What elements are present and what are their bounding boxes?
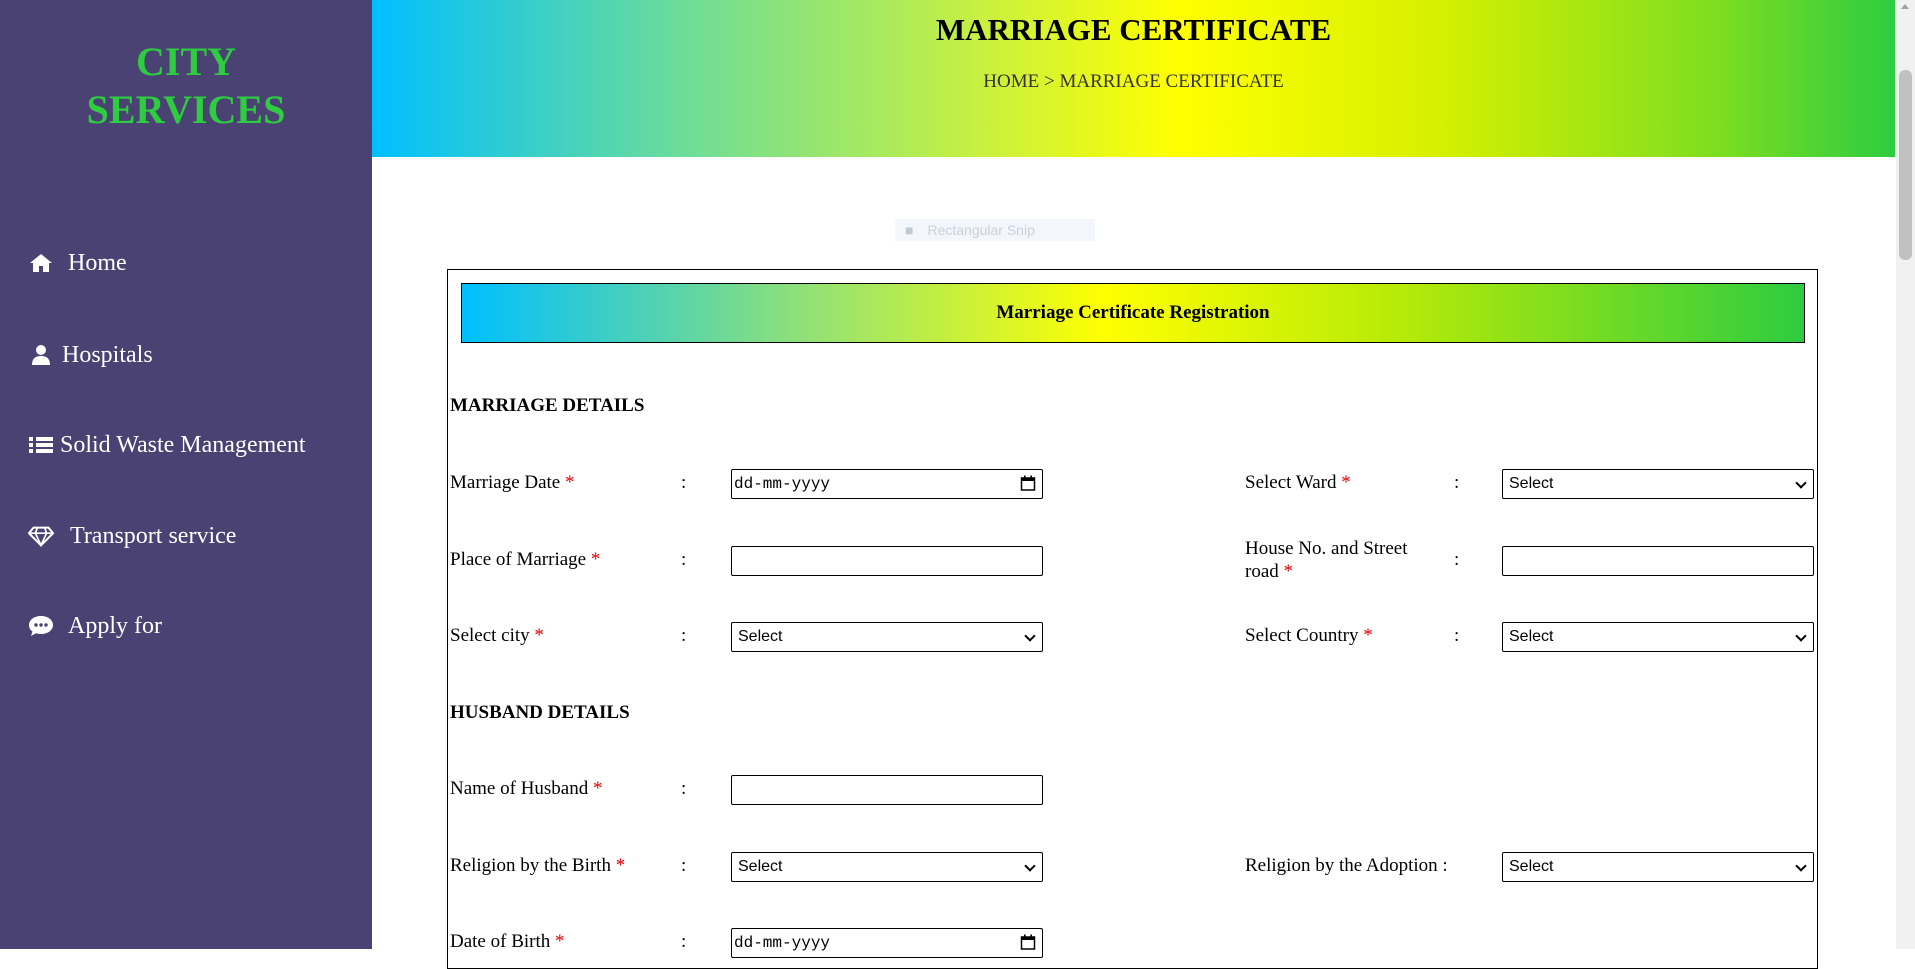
select-country-dropdown[interactable]: Select	[1502, 622, 1814, 652]
colon: :	[681, 472, 687, 493]
house-street-text-2: road	[1245, 561, 1279, 582]
select-ward-text: Select Ward	[1245, 472, 1337, 493]
brand-line-2: SERVICES	[86, 87, 286, 132]
breadcrumb-separator: >	[1044, 71, 1055, 92]
house-street-input[interactable]	[1502, 546, 1814, 576]
colon: :	[681, 549, 687, 570]
sidebar-item-transport[interactable]	[28, 516, 236, 556]
list-icon	[28, 432, 54, 458]
colon: :	[1454, 549, 1460, 570]
section-husband-details: HUSBAND DETAILS	[450, 702, 630, 723]
sidebar-item-label: Transport service	[70, 522, 237, 549]
select-country-text: Select Country	[1245, 625, 1359, 646]
select-country-label	[1245, 625, 1373, 647]
sidebar-item-label: Home	[68, 249, 127, 276]
select-ward-dropdown[interactable]: Select	[1502, 469, 1814, 499]
breadcrumb-current: MARRIAGE CERTIFICATE	[1059, 71, 1284, 92]
sidebar	[0, 0, 372, 949]
marriage-date-text: Marriage Date	[450, 472, 561, 493]
select-city-text: Select city	[450, 625, 530, 646]
house-street-label	[1245, 537, 1408, 583]
house-street-text-line2	[1245, 560, 1408, 583]
religion-birth-text: Religion by the Birth	[450, 855, 611, 876]
colon: :	[681, 855, 687, 876]
place-of-marriage-text: Place of Marriage	[450, 549, 587, 570]
sidebar-item-solid-waste[interactable]	[28, 425, 306, 465]
house-street-text-1: House No. and Street	[1245, 538, 1408, 559]
marriage-date-input[interactable]	[731, 469, 1043, 499]
date-of-birth-text: Date of Birth	[450, 931, 551, 952]
required-mark: *	[534, 625, 544, 646]
required-mark: *	[1341, 472, 1351, 493]
name-of-husband-input[interactable]	[731, 775, 1043, 805]
sidebar-item-label: Apply for	[68, 612, 162, 639]
required-mark: *	[593, 778, 603, 799]
colon: :	[681, 625, 687, 646]
scroll-thumb[interactable]	[1899, 70, 1912, 260]
snip-label: Rectangular Snip	[927, 222, 1035, 238]
sidebar-item-home[interactable]	[28, 243, 127, 283]
required-mark: *	[590, 549, 601, 570]
date-of-birth-label	[450, 931, 565, 953]
date-of-birth-placeholder: dd-mm-yyyy	[734, 934, 831, 952]
name-of-husband-label	[450, 778, 603, 800]
sidebar-item-apply[interactable]	[28, 606, 162, 646]
calendar-icon[interactable]	[1020, 475, 1036, 491]
place-of-marriage-input[interactable]	[731, 546, 1043, 576]
required-mark: *	[565, 472, 575, 493]
required-mark: *	[1283, 561, 1294, 582]
diamond-icon	[28, 523, 54, 549]
snip-icon: ■	[905, 222, 914, 238]
religion-birth-dropdown[interactable]: Select	[731, 852, 1043, 882]
required-mark: *	[555, 931, 565, 952]
user-icon	[28, 342, 54, 368]
colon: :	[1454, 472, 1460, 493]
marriage-date-label	[450, 472, 575, 494]
registration-form	[447, 269, 1818, 969]
colon: :	[681, 931, 687, 952]
scroll-up-arrow-icon[interactable]	[1901, 4, 1909, 9]
brand-line-1: CITY	[135, 39, 237, 84]
sidebar-item-hospitals[interactable]	[28, 335, 153, 375]
select-city-label	[450, 625, 544, 647]
select-city-dropdown[interactable]: Select	[731, 622, 1043, 652]
section-marriage-details: MARRIAGE DETAILS	[450, 395, 645, 416]
chat-icon	[28, 613, 54, 639]
page-scrollbar[interactable]	[1896, 0, 1915, 949]
breadcrumb	[372, 71, 1895, 93]
place-of-marriage-label	[450, 549, 600, 571]
religion-adoption-label: Religion by the Adoption :	[1245, 855, 1448, 876]
colon: :	[1454, 625, 1460, 646]
home-icon	[28, 250, 54, 276]
brand-logo[interactable]	[0, 38, 372, 134]
calendar-icon[interactable]	[1020, 934, 1036, 950]
date-of-birth-input[interactable]	[731, 928, 1043, 958]
colon: :	[681, 778, 687, 799]
marriage-date-placeholder: dd-mm-yyyy	[734, 475, 831, 493]
name-of-husband-text: Name of Husband	[450, 778, 589, 799]
select-ward-label	[1245, 472, 1351, 494]
sidebar-item-label: Hospitals	[62, 341, 153, 368]
page-title: MARRIAGE CERTIFICATE	[935, 12, 1332, 47]
breadcrumb-home[interactable]: HOME	[983, 71, 1040, 92]
religion-adoption-dropdown[interactable]: Select	[1502, 852, 1814, 882]
sidebar-item-label: Solid Waste Management	[60, 431, 306, 458]
required-mark: *	[1363, 625, 1373, 646]
form-banner: Marriage Certificate Registration	[461, 283, 1805, 343]
religion-birth-label	[450, 855, 625, 877]
required-mark: *	[615, 855, 626, 876]
snip-tooltip	[895, 219, 1095, 241]
page-header	[372, 0, 1895, 157]
